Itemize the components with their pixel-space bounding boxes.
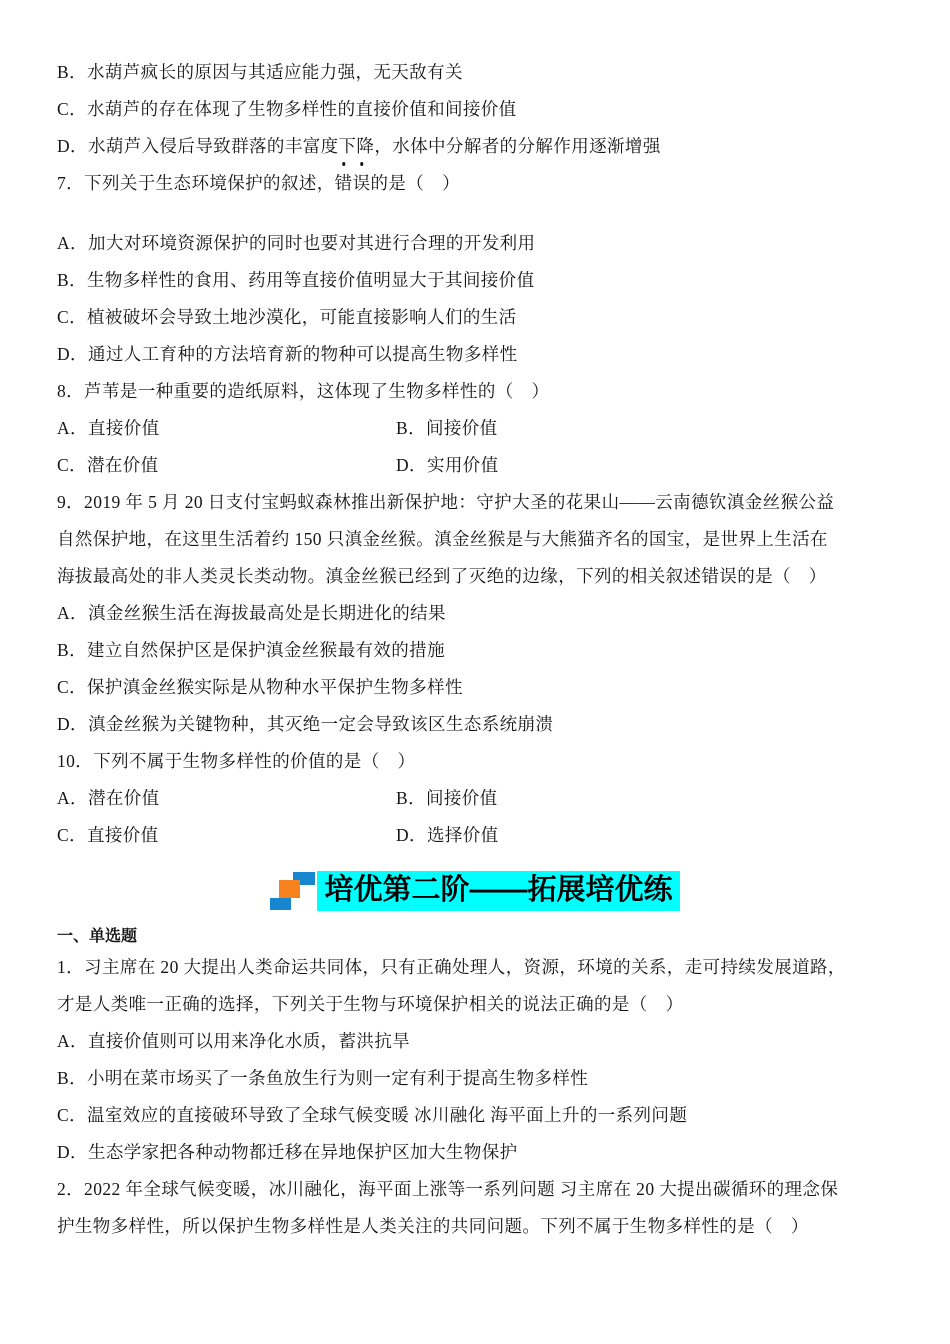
- question-line-with-emphasis: [57, 173, 893, 193]
- banner-decoration-icon: [270, 869, 316, 909]
- text-line: 海拔最高处的非人类灵长类动物。滇金丝猴已经到了灭绝的边缘，下列的相关叙述错误的是（ ）: [57, 566, 827, 586]
- option-cell: D．实用价值: [396, 455, 499, 475]
- text-line: B．小明在菜市场买了一条鱼放生行为则一定有利于提高生物多样性: [57, 1068, 589, 1088]
- blue-square-icon: [270, 898, 291, 910]
- text-line: D．通过人工育种的方法培育新的物种可以提高生物多样性: [57, 344, 518, 364]
- emphasized-char: 错: [334, 173, 353, 193]
- option-cell: B．间接价值: [396, 418, 498, 438]
- text-line: C．水葫芦的存在体现了生物多样性的直接价值和间接价值: [57, 99, 517, 119]
- question-text-post: 的是（ ）: [370, 173, 460, 193]
- text-line: B．水葫芦疯长的原因与其适应能力强，无天敌有关: [57, 62, 463, 82]
- section-heading: 一、单选题: [57, 928, 138, 945]
- orange-square-icon: [279, 880, 300, 898]
- text-line: B．建立自然保护区是保护滇金丝猴最有效的措施: [57, 640, 445, 660]
- text-line: A．加大对环境资源保护的同时也要对其进行合理的开发利用: [57, 233, 536, 253]
- text-line: 自然保护地，在这里生活着约 150 只滇金丝猴。滇金丝猴是与大熊猫齐名的国宝，是世界上生活在: [57, 529, 828, 549]
- text-line: A．滇金丝猴生活在海拔最高处是长期进化的结果: [57, 603, 446, 623]
- emphasized-text: [335, 173, 371, 193]
- option-cell: D．选择价值: [396, 825, 499, 845]
- text-line: D．生态学家把各种动物都迁移在异地保护区加大生物保护: [57, 1142, 518, 1162]
- option-row: [57, 788, 893, 808]
- text-line: C．保护滇金丝猴实际是从物种水平保护生物多样性: [57, 677, 463, 697]
- banner-title: 培优第二阶——拓展培优练: [317, 871, 679, 911]
- emphasized-char: 误: [352, 173, 371, 193]
- text-line: D．水葫芦入侵后导致群落的丰富度下降，水体中分解者的分解作用逐渐增强: [57, 136, 661, 156]
- text-line: B．生物多样性的食用、药用等直接价值明显大于其间接价值: [57, 270, 535, 290]
- option-cell: A．直接价值: [57, 418, 160, 438]
- option-cell: B．间接价值: [396, 788, 498, 808]
- text-line: 10．下列不属于生物多样性的价值的是（ ）: [57, 751, 416, 771]
- option-row: [57, 418, 893, 438]
- text-line: A．直接价值则可以用来净化水质，蓄洪抗旱: [57, 1031, 411, 1051]
- option-cell: A．潜在价值: [57, 788, 160, 808]
- option-row: [57, 455, 893, 475]
- text-line: C．温室效应的直接破环导致了全球气候变暖 冰川融化 海平面上升的一系列问题: [57, 1105, 688, 1125]
- text-line: 护生物多样性，所以保护生物多样性是人类关注的共同问题。下列不属于生物多样性的是（ ）: [57, 1216, 809, 1236]
- text-line: 8．芦苇是一种重要的造纸原料，这体现了生物多样性的（ ）: [57, 381, 550, 401]
- stage-banner: [57, 869, 893, 911]
- text-line: 才是人类唯一正确的选择，下列关于生物与环境保护相关的说法正确的是（ ）: [57, 994, 684, 1014]
- text-line: 1．习主席在 20 大提出人类命运共同体，只有正确处理人，资源，环境的关系，走可持续发展道路，: [57, 957, 846, 977]
- question-text-pre: 7．下列关于生态环境保护的叙述，: [57, 173, 335, 193]
- option-cell: C．直接价值: [57, 825, 159, 845]
- text-line: 9．2019 年 5 月 20 日支付宝蚂蚁森林推出新保护地：守护大圣的花果山——云南德钦滇金丝猴公益: [57, 492, 835, 512]
- text-line: 2．2022 年全球气候变暖，冰川融化，海平面上涨等一系列问题 习主席在 20 大提出碳循环的理念保: [57, 1179, 839, 1199]
- option-cell: C．潜在价值: [57, 455, 159, 475]
- text-line: D．滇金丝猴为关键物种，其灭绝一定会导致该区生态系统崩溃: [57, 714, 554, 734]
- option-row: [57, 825, 893, 845]
- text-line: C．植被破坏会导致土地沙漠化，可能直接影响人们的生活: [57, 307, 517, 327]
